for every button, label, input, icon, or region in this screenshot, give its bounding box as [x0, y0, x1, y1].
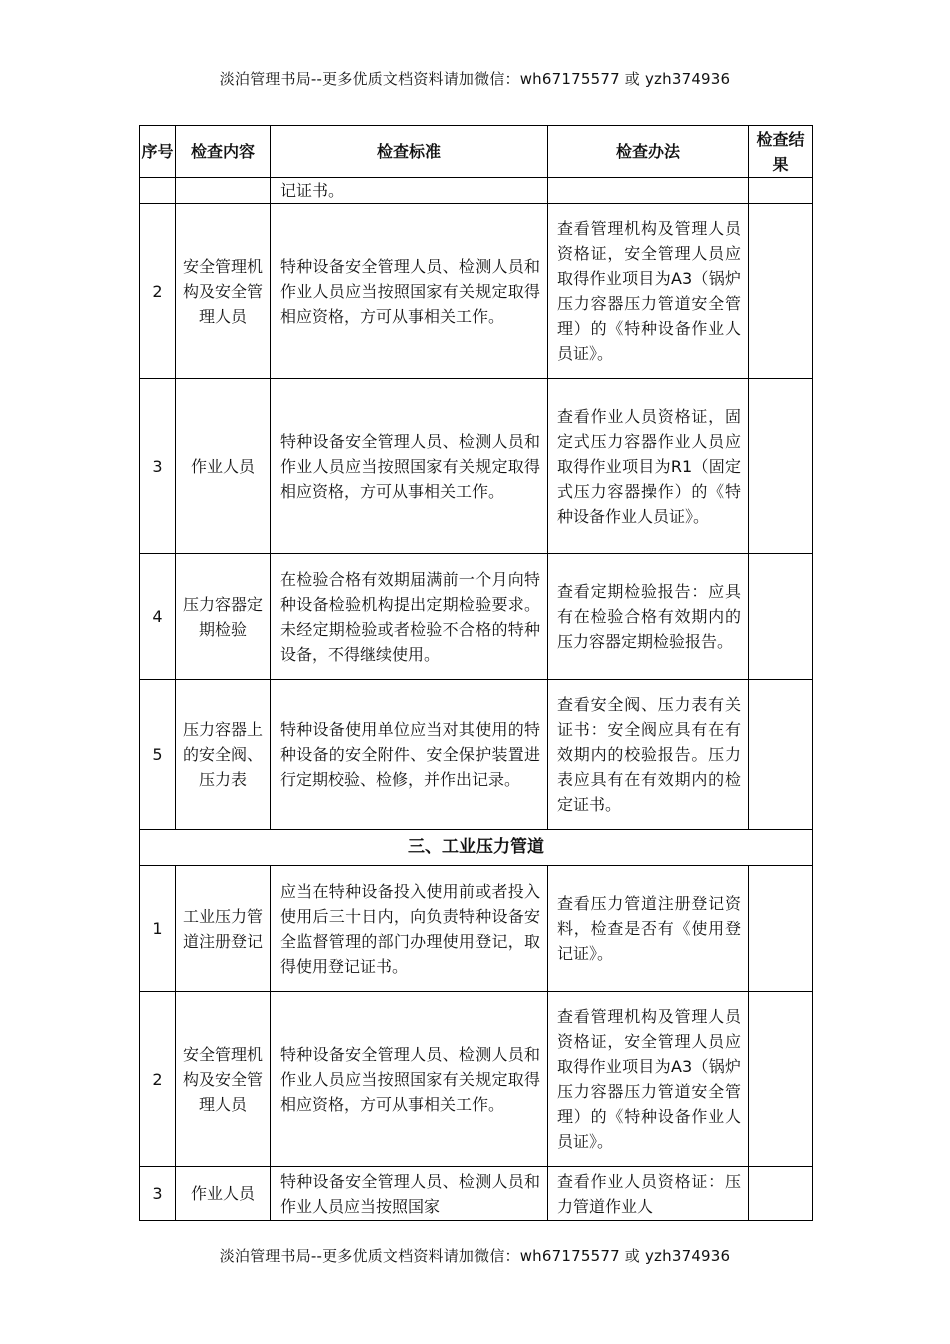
table-row [140, 379, 813, 554]
row-result [749, 554, 813, 680]
table-row [140, 992, 813, 1167]
row-standard: 特种设备安全管理人员、检测人员和作业人员应当按照国家有关规定取得相应资格，方可从事相关工作。 [271, 379, 548, 554]
row-method: 查看定期检验报告：应具有在检验合格有效期内的压力容器定期检验报告。 [548, 554, 749, 680]
row-standard: 特种设备安全管理人员、检测人员和作业人员应当按照国家有关规定取得相应资格，方可从事相关工作。 [271, 204, 548, 379]
row-item [176, 178, 271, 204]
section-row [140, 830, 813, 866]
row-num: 2 [140, 992, 176, 1167]
section-title: 三、工业压力管道 [140, 830, 813, 866]
row-standard: 应当在特种设备投入使用前或者投入使用后三十日内，向负责特种设备安全监督管理的部门办理使用登记，取得使用登记证书。 [271, 866, 548, 992]
row-num: 3 [140, 379, 176, 554]
row-standard: 特种设备安全管理人员、检测人员和作业人员应当按照国家 [271, 1167, 548, 1221]
page-header-watermark: 淡泊管理书局--更多优质文档资料请加微信：wh67175577 或 yzh374936 [219, 70, 731, 88]
row-num: 2 [140, 204, 176, 379]
row-num: 5 [140, 680, 176, 830]
header-result: 检查结果 [749, 126, 813, 178]
row-result [749, 379, 813, 554]
row-num: 3 [140, 1167, 176, 1221]
row-item: 安全管理机构及安全管理人员 [176, 204, 271, 379]
row-item: 工业压力管道注册登记 [176, 866, 271, 992]
inspection-table [139, 125, 813, 1221]
row-standard: 特种设备安全管理人员、检测人员和作业人员应当按照国家有关规定取得相应资格，方可从事相关工作。 [271, 992, 548, 1167]
row-method: 查看安全阀、压力表有关证书：安全阀应具有在有效期内的校验报告。压力表应具有在有效期内的检定证书。 [548, 680, 749, 830]
row-result [749, 1167, 813, 1221]
row-item: 压力容器上的安全阀、压力表 [176, 680, 271, 830]
table-row [140, 1167, 813, 1221]
table-row [140, 866, 813, 992]
row-item: 作业人员 [176, 379, 271, 554]
table-header-row [140, 126, 813, 178]
row-num: 4 [140, 554, 176, 680]
row-result [749, 178, 813, 204]
row-standard: 特种设备使用单位应当对其使用的特种设备的安全附件、安全保护装置进行定期校验、检修，并作出记录。 [271, 680, 548, 830]
header-num: 序号 [140, 126, 176, 178]
header-standard: 检查标准 [271, 126, 548, 178]
row-result [749, 204, 813, 379]
row-item: 压力容器定期检验 [176, 554, 271, 680]
row-method: 查看作业人员资格证：压力管道作业人 [548, 1167, 749, 1221]
row-standard: 记证书。 [271, 178, 548, 204]
header-method: 检查办法 [548, 126, 749, 178]
row-result [749, 680, 813, 830]
table-row [140, 680, 813, 830]
table-row [140, 204, 813, 379]
header-item: 检查内容 [176, 126, 271, 178]
row-result [749, 866, 813, 992]
row-method: 查看管理机构及管理人员资格证，安全管理人员应取得作业项目为A3（锅炉压力容器压力管道安全管理）的《特种设备作业人员证》。 [548, 204, 749, 379]
row-method: 查看作业人员资格证，固定式压力容器作业人员应取得作业项目为R1（固定式压力容器操作）的《特种设备作业人员证》。 [548, 379, 749, 554]
row-item: 作业人员 [176, 1167, 271, 1221]
table-row-continued [140, 178, 813, 204]
row-num [140, 178, 176, 204]
table-row [140, 554, 813, 680]
row-standard: 在检验合格有效期届满前一个月向特种设备检验机构提出定期检验要求。未经定期检验或者检验不合格的特种设备，不得继续使用。 [271, 554, 548, 680]
row-method: 查看压力管道注册登记资料，检查是否有《使用登记证》。 [548, 866, 749, 992]
row-method [548, 178, 749, 204]
row-num: 1 [140, 866, 176, 992]
page-footer-watermark: 淡泊管理书局--更多优质文档资料请加微信：wh67175577 或 yzh374936 [219, 1247, 731, 1265]
row-method: 查看管理机构及管理人员资格证，安全管理人员应取得作业项目为A3（锅炉压力容器压力管道安全管理）的《特种设备作业人员证》。 [548, 992, 749, 1167]
row-item: 安全管理机构及安全管理人员 [176, 992, 271, 1167]
row-result [749, 992, 813, 1167]
